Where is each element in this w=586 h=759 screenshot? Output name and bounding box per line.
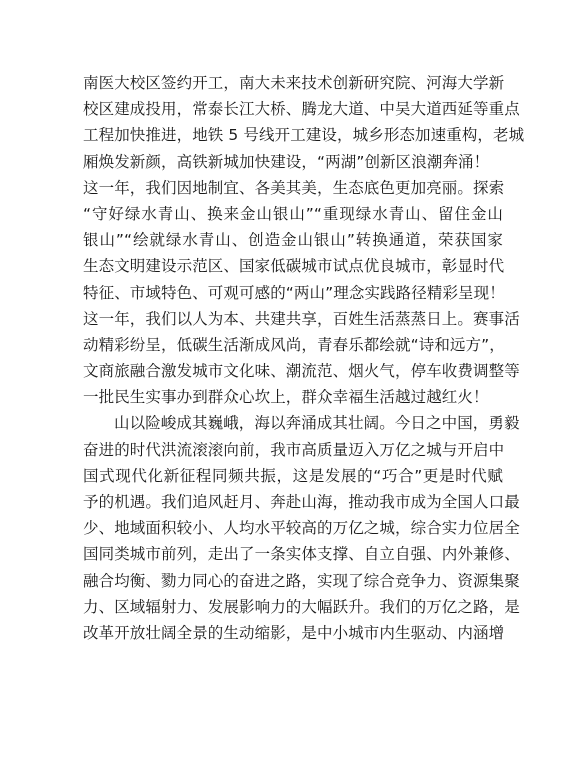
text-line: 少、地域面积较小、人均水平较高的万亿之城，综合实力位居全 [83, 519, 520, 538]
text-line: 特征、市域特色、可观可感的“两山”理念实践路径精彩呈现！ [83, 283, 505, 302]
text-line: 生态文明建设示范区、国家低碳城市试点优良城市，彰显时代 [83, 257, 505, 276]
text-line: 这一年，我们以人为本、共建共享，百姓生活蒸蒸日上。赛事活 [83, 309, 520, 328]
text-line: 一批民生实事办到群众心坎上，群众幸福生活越过越红火！ [83, 388, 489, 407]
text-line: 这一年，我们因地制宜、各美其美，生态底色更加亮丽。探索 [83, 178, 505, 197]
text-line: 国式现代化新征程同频共振，这是发展的“巧合”更是时代赋 [83, 466, 503, 485]
text-line: 文商旅融合激发城市文化味、潮流范、烟火气，停车收费调整等 [83, 362, 520, 381]
text-line: 工程加快推进，地铁 5 号线开工建设，城乡形态加速重构，老城 [83, 126, 525, 145]
text-line: 融合均衡、勠力同心的奋进之路，实现了综合竞争力、资源集聚 [83, 571, 520, 590]
text-line: 予的机遇。我们追风赶月、奔赴山海，推动我市成为全国人口最 [83, 493, 520, 511]
text-line: 南医大校区签约开工，南大未来技术创新研究院、河海大学新 [83, 74, 505, 92]
text-line: “守好绿水青山、换来金山银山”“重现绿水青山、留住金山 [83, 204, 503, 223]
document-body [83, 70, 525, 646]
text-line: 校区建成投用，常泰长江大桥、腾龙大道、中吴大道西延等重点 [83, 100, 520, 119]
text-line: 改革开放壮阔全景的生动缩影，是中小城市内生驱动、内涵增 [83, 623, 505, 642]
paragraph-1 [83, 70, 525, 410]
text-line: 厢焕发新颜，高铁新城加快建设，“两湖”创新区浪潮奔涌！ [83, 152, 490, 171]
text-line: 力、区域辐射力、发展影响力的大幅跃升。我们的万亿之路，是 [83, 597, 520, 616]
text-line: 动精彩纷呈，低碳生活渐成风尚，青春乐都绘就“诗和远方”， [83, 335, 505, 354]
text-line: 奋进的时代洪流滚滚向前，我市高质量迈入万亿之城与开启中 [83, 440, 505, 459]
text-line: 国同类城市前列，走出了一条实体支撑、自立自强、内外兼修、 [83, 545, 520, 564]
text-line: 银山”“绘就绿水青山、创造金山银山”转换通道，荣获国家 [83, 231, 503, 250]
text-line: 山以险峻成其巍峨，海以奔涌成其壮阔。今日之中国，勇毅 [114, 414, 520, 433]
paragraph-2 [83, 410, 520, 646]
